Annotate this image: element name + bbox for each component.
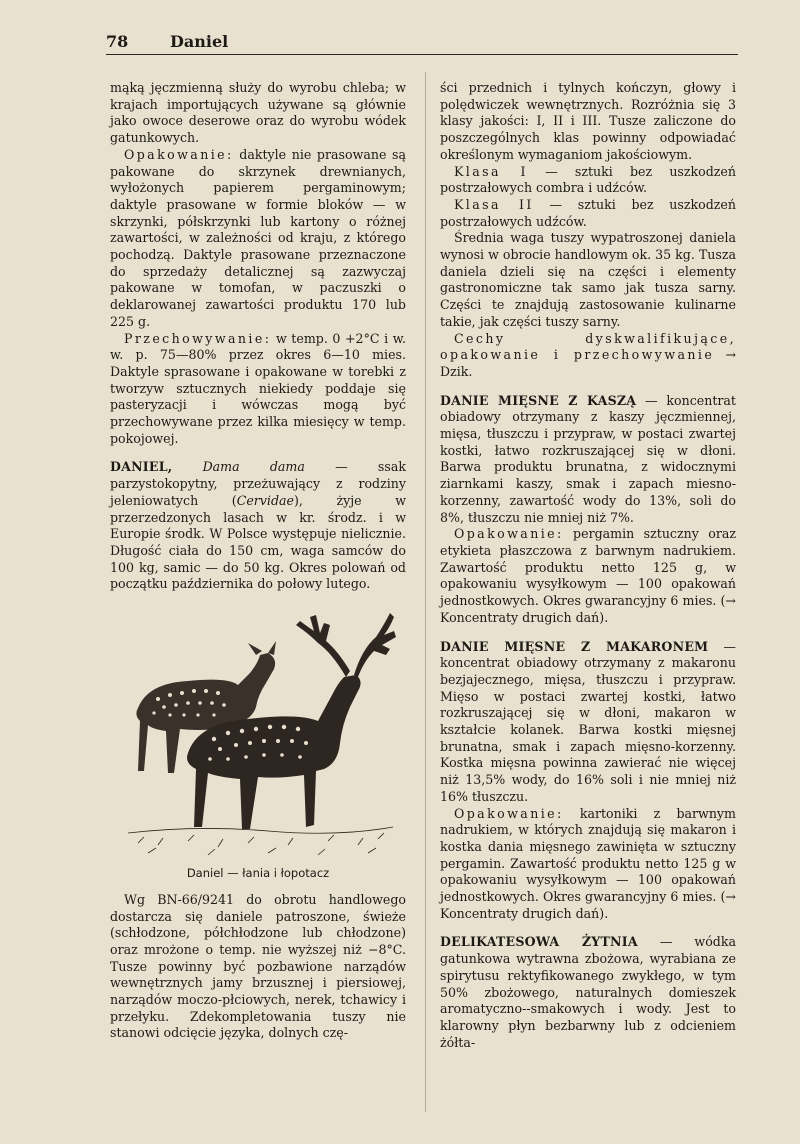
- text-makaron-opakowanie: kartoniki z barwnym nadrukiem, w których znajdują się makaron i kostka dania mięsnego zawinięta w sztuczny pergamin. Zawartość produktu netto 125 g w opakowaniu wysyłkowym — 100 opakowań jednostkowych. Okres gwarancyjny 6 mies. (→ Koncentraty drugich dań).: [440, 805, 736, 921]
- entry-danie-kasza: [440, 393, 736, 527]
- column-divider: [425, 72, 426, 1112]
- paragraph-srednia-waga: Średnia waga tuszy wypatroszonej daniela wynosi w obrocie handlowym ok. 35 kg. Tusza daniela dzieli się na części i elementy gastronomiczne tak samo jak tusza sarny. Części te znajdują zastosowanie kulinarne takie, jak części tuszy sarny.: [440, 230, 736, 329]
- text-delikatesowa-zytnia: — wódka gatunkowa wytrawna zbożowa, wyrabiana ze spirytusu rektyfikowanego zwykłego, w tym 50% zbożowego, naturalnych domieszek aromatyczno--smakowych i wody. Jest to klarowny płyn bezbarwny lub z odcieniem żółta-: [440, 934, 736, 1050]
- daniel-text-b: ), żyje w przerzedzonych lasach w kr. środz. i w Europie środk. W Polsce występuje nielicznie. Długość ciała do 150 cm, waga samców do 100 kg, samic — do 50 kg. Okres polowań od początku października do połowy lutego.: [110, 492, 406, 592]
- paragraph-tusze: ści przednich i tylnych kończyn, głowy i polędwiczek wewnętrznych. Rozróżnia się 3 klasy jakości: I, II i III. Tusze zaliczone do poszczególnych klas powinny odpowiadać określonym wymaganiom jakościowym.: [440, 80, 736, 162]
- paragraph-cechy: [440, 331, 736, 381]
- label-cechy: Cechy dyskwalifikujące, opakowanie i przechowywanie: [440, 330, 736, 363]
- left-column: [110, 80, 406, 1042]
- headword-danie-makaron: DANIE MIĘSNE Z MAKARONEM: [440, 638, 709, 654]
- deer-illustration: [110, 603, 406, 861]
- label-klasa-2: Klasa II: [454, 196, 534, 212]
- running-head: Daniel: [170, 32, 229, 51]
- label-opakowanie: Opakowanie:: [124, 146, 234, 162]
- label-makaron-opakowanie: Opakowanie:: [454, 805, 564, 821]
- label-kasza-opakowanie: Opakowanie:: [454, 526, 564, 542]
- paragraph-daktyle-end: mąką jęczmienną służy do wyrobu chleba; w krajach importujących używane są głównie jako owoce deserowe oraz do wyrobu wódek gatunkowych.: [110, 80, 406, 146]
- paragraph-klasa-2: [440, 197, 736, 230]
- headword-delikatesowa-zytnia: DELIKATESOWA ŻYTNIA: [440, 934, 638, 950]
- label-klasa-1: Klasa I: [454, 163, 528, 179]
- entry-delikatesowa-zytnia: [440, 934, 736, 1051]
- text-klasa-1: — sztuki bez uszkodzeń postrzałowych combra i udźców.: [440, 163, 736, 196]
- paragraph-kasza-opakowanie: [440, 526, 736, 626]
- figure-caption: Daniel — łania i łopotacz: [186, 866, 330, 881]
- page-number: 78: [106, 32, 129, 51]
- paragraph-bn-norm: Wg BN-66/9241 do obrotu handlowego dostarcza się daniele patroszone, świeże (schłodzone, półchłodzone lub chłodzone) oraz mrożone o temp. nie wyższej niż −8°C. Tusze powinny być pozbawione narządów wewnętrznych jamy brzusznej i piersiowej, narządów moczo-płciowych, nerek, tchawicy i przełyku. Zdekompletowania tuszy nie stanowi odcięcie języka, dolnych czę-: [110, 891, 406, 1041]
- headword-daniel: DANIEL,: [110, 459, 173, 475]
- deer-drawing: [118, 603, 398, 861]
- daniel-text-a: — ssak parzystokopytny, przeżuwający z rodziny jeleniowatych (: [110, 459, 406, 508]
- label-przechowywanie: Przechowywanie:: [124, 330, 272, 346]
- page-header: [106, 30, 738, 55]
- ground-hatching: [128, 827, 393, 855]
- text-danie-kasza: — koncentrat obiadowy otrzymany z kaszy jęczmiennej, mięsa, tłuszczu i przypraw, w postaci zwartej kostki, łatwo rozkruszającej się w dłoni. Barwa produktu brunatna, z widocznymi ziarnkami kaszy, smak i zapach miesno-korzenny, zawartość wody do 13%, soli do 8%, tłuszczu nie mniej niż 7%.: [440, 392, 736, 525]
- text-klasa-2: — sztuki bez uszkodzeń postrzałowych udźców.: [440, 196, 736, 229]
- paragraph-klasa-1: [440, 164, 736, 197]
- text-cechy: → Dzik.: [440, 347, 736, 379]
- text-opakowanie: daktyle nie prasowane są pakowane do skrzynek drewnianych, wyłożonych papierem pergaminowym; daktyle prasowane w formie bloków — w skrzynki, półskrzynki lub kartony o różnej zawartości, w zależności od kraju, z którego pochodzą. Daktyle prasowane przeznaczone do sprzedaży detalicznej są zazwyczaj pakowane w tomofan, w paczuszki o deklarowanej zawartości produktu 170 lub 225 g.: [110, 146, 406, 329]
- text-kasza-opakowanie: pergamin sztuczny oraz etykieta płaszczowa z barwnym nadrukiem. Zawartość produktu netto 125 g, w opakowaniu wysyłkowym — 100 opakowań jednostkowych. Okres gwarancyjny 6 mies. (→ Koncentraty drugich dań).: [440, 526, 736, 625]
- paragraph-makaron-opakowanie: [440, 806, 736, 923]
- text-danie-makaron: — koncentrat obiadowy otrzymany z makaronu bezjajecznego, mięsa, tłuszczu i przypraw. Mięso w postaci zwartej kostki, łatwo rozkruszającej się w dłoni, makaron w kształcie kolanek. Barwa kostki mięsnej brunatna, smak i zapach mięsno-korzenny. Kostka mięsna powinna zawierać nie więcej niż 13,5% wody, do 16% soli i nie mniej niż 16% tłuszczu.: [440, 638, 736, 804]
- family-name: Cervidae: [236, 492, 294, 508]
- latin-name: Dama dama: [202, 459, 305, 475]
- paragraph-opakowanie: [110, 147, 406, 331]
- right-column: [440, 80, 736, 1051]
- entry-daniel: [110, 459, 406, 593]
- paragraph-przechowywanie: [110, 331, 406, 448]
- entry-danie-makaron: [440, 639, 736, 806]
- headword-danie-kasza: DANIE MIĘSNE Z KASZĄ: [440, 392, 637, 408]
- text-przechowywanie: w temp. 0 +2°C i w. w. p. 75—80% przez okres 6—10 mies. Daktyle sprasowane i opakowane w torebki z tworzyw sztucznych niekiedy poddaje się pasteryzacji i wówczas mogą być przechowywane przez kilka miesięcy w temp. pokojowej.: [110, 330, 406, 446]
